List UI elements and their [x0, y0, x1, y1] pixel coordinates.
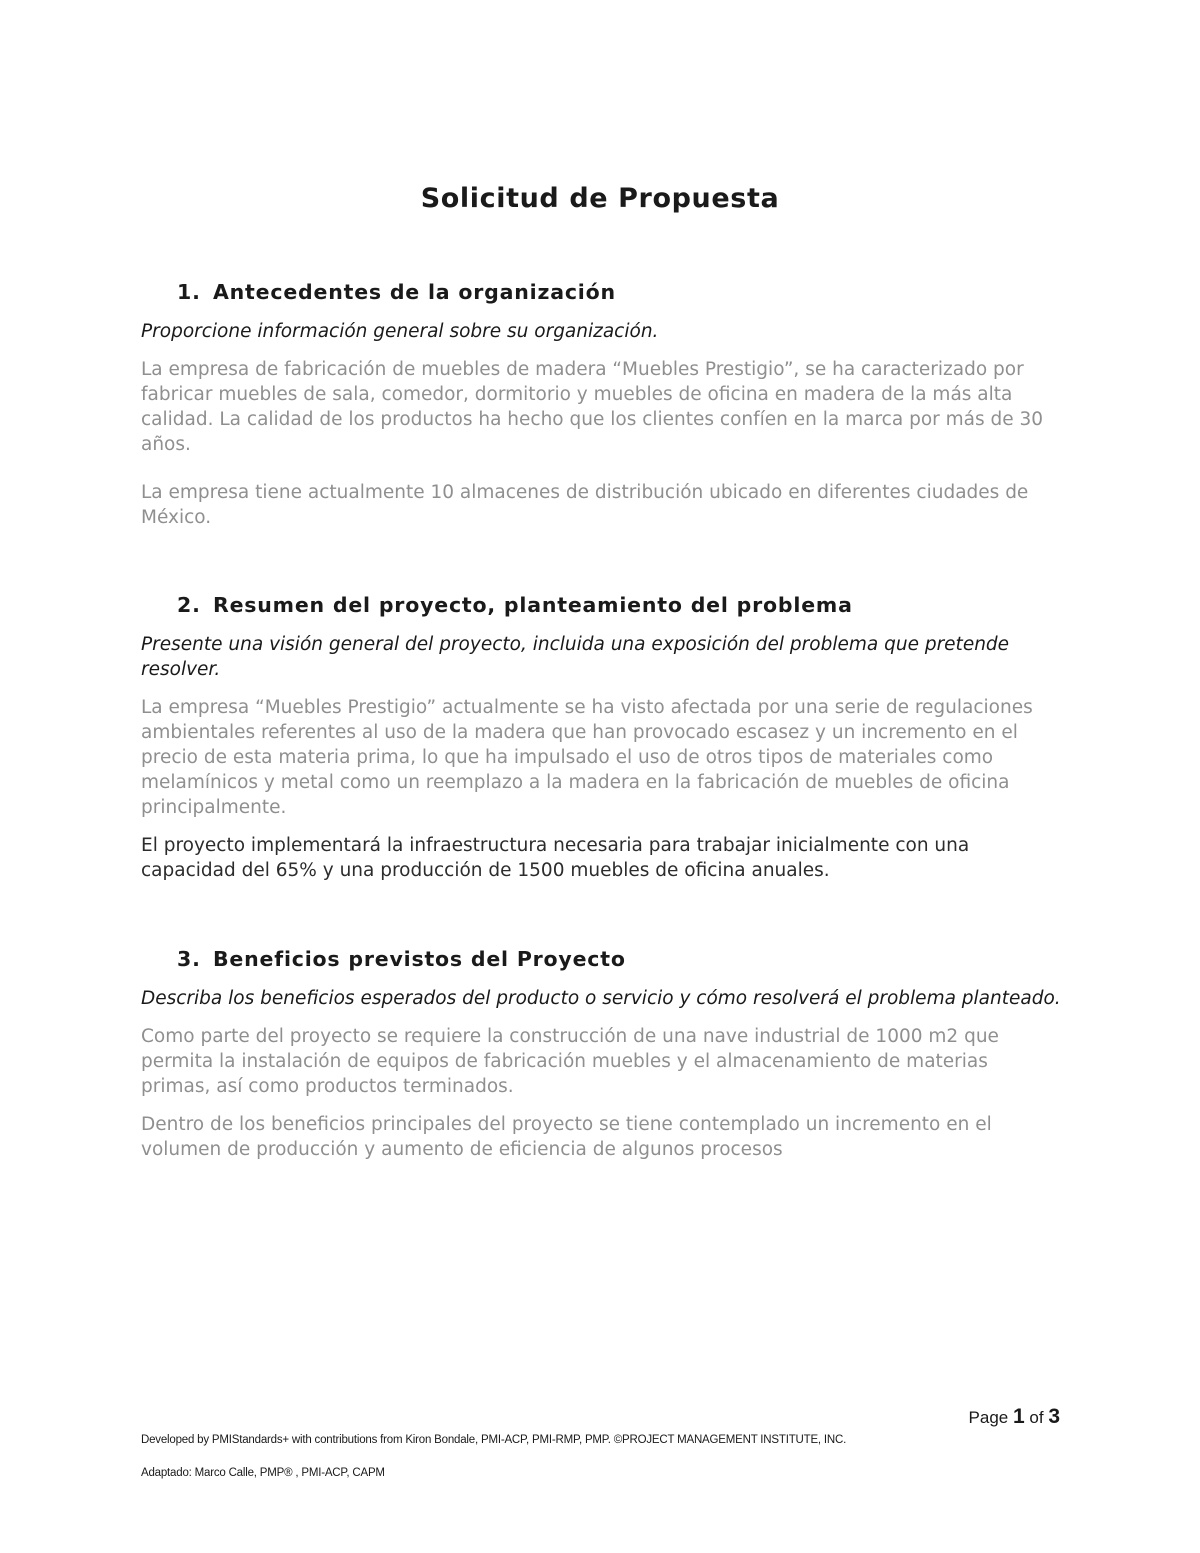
- section-number: 3.: [177, 947, 201, 971]
- section-title: Antecedentes de la organización: [213, 280, 616, 304]
- footer-developed-by: Developed by PMIStandards+ with contributions from Kiron Bondale, PMI-ACP, PMI-RMP, PMP. ©PROJECT MANAGEMENT INSTITUTE, INC.: [141, 1434, 847, 1446]
- section-prompt: Proporcione información general sobre su organización.: [141, 321, 659, 342]
- section-paragraph: La empresa “Muebles Prestigio” actualmente se ha visto afectada por una serie de regulaciones ambientales referentes al uso de la madera que han provocado escasez y un incremento en el precio de esta materia prima, lo que ha impulsado el uso de otros tipos de materiales como melamínicos y metal como un reemplazo a la madera en la fabricación de muebles de oficina principalmente.: [141, 697, 1033, 818]
- section-heading: [177, 591, 1061, 619]
- section-resumen: [141, 591, 1061, 883]
- document-title: Solicitud de Propuesta: [420, 183, 780, 214]
- section-paragraph: La empresa de fabricación de muebles de madera “Muebles Prestigio”, se ha caracterizado por fabricar muebles de sala, comedor, dormitorio y muebles de oficina en madera de la más alta calidad. La calidad de los productos ha hecho que los clientes confíen en la marca por más de 30 años.: [141, 359, 1044, 455]
- section-title: Resumen del proyecto, planteamiento del problema: [213, 593, 853, 617]
- section-paragraph: Dentro de los beneficios principales del proyecto se tiene contemplado un incremento en el volumen de producción y aumento de eficiencia de algunos procesos: [141, 1114, 992, 1160]
- section-title: Beneficios previstos del Proyecto: [213, 947, 626, 971]
- section-number: 2.: [177, 593, 201, 617]
- page-of: of: [1029, 1408, 1044, 1427]
- footer-adapted-by: Adaptado: Marco Calle, PMP® , PMI-ACP, CAPM: [141, 1467, 385, 1479]
- section-prompt: Presente una visión general del proyecto, incluida una exposición del problema que pretende resolver.: [141, 634, 1010, 680]
- section-paragraph: Como parte del proyecto se requiere la construcción de una nave industrial de 1000 m2 que permita la instalación de equipos de fabricación muebles y el almacenamiento de materias primas, así como productos terminados.: [141, 1026, 999, 1097]
- section-paragraph: El proyecto implementará la infraestructura necesaria para trabajar inicialmente con una capacidad del 65% y una producción de 1500 muebles de oficina anuales.: [141, 835, 970, 881]
- page-label: Page: [968, 1408, 1009, 1427]
- section-number: 1.: [177, 280, 201, 304]
- page-current: 1: [1012, 1405, 1025, 1428]
- page-total: 3: [1048, 1405, 1060, 1428]
- page-number: [969, 1405, 1060, 1429]
- section-heading: [177, 945, 1061, 973]
- section-antecedentes: [141, 278, 1061, 530]
- section-heading: [177, 278, 1061, 306]
- section-paragraph: La empresa tiene actualmente 10 almacenes de distribución ubicado en diferentes ciudades de México.: [141, 482, 1029, 528]
- section-beneficios: [141, 945, 1061, 1162]
- section-prompt: Describa los beneficios esperados del producto o servicio y cómo resolverá el problema planteado.: [141, 988, 1061, 1009]
